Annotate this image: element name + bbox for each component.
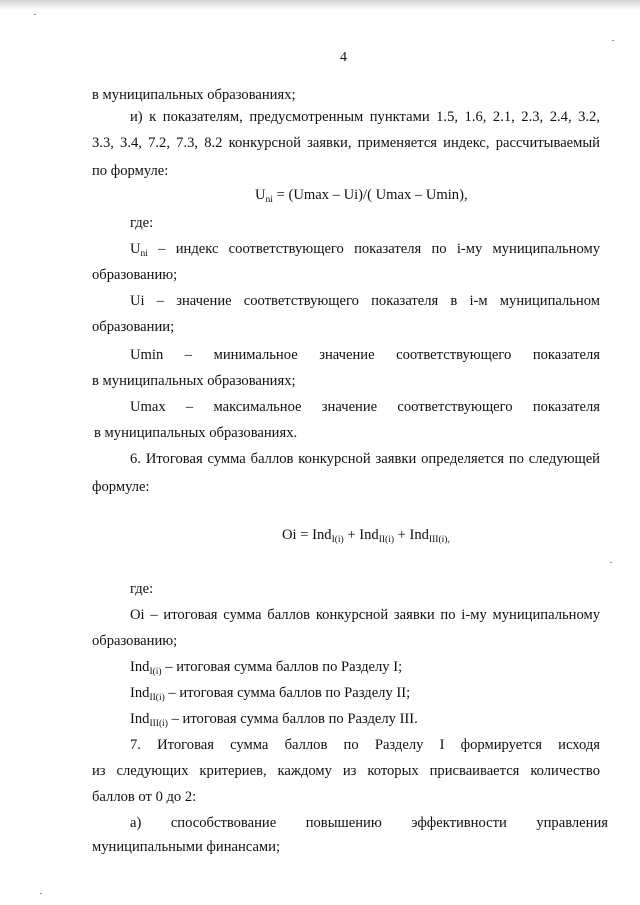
text-line: Ui – значение соответствующего показателя в i-м муниципальном xyxy=(130,293,600,309)
scan-edge xyxy=(0,0,640,10)
formula-total: Oi = Ind$_{I(i)}$ + Ind$_{II(i)}$ + Ind$_{III(i),}$ xyxy=(282,527,450,545)
page-number: 4 xyxy=(340,50,347,65)
text-line: а) способствование повышению эффективности управления xyxy=(130,815,608,831)
text-line: в муниципальных образованиях. xyxy=(94,425,298,441)
text-line: образовании; xyxy=(92,319,175,335)
text-line: образованию; xyxy=(92,633,178,649)
text-line: где: xyxy=(130,215,154,231)
scan-speck xyxy=(40,893,42,894)
text-line: Umax – максимальное значение соответствующего показателя xyxy=(130,399,600,415)
text-line: из следующих критериев, каждому из которых присваивается количество xyxy=(92,763,600,779)
text-line: Ind$_{II(i)}$ – итоговая сумма баллов по Разделу II; xyxy=(130,685,411,703)
text-line: 3.3, 3.4, 7.2, 7.3, 8.2 конкурсной заявки, применяется индекс, рассчитываемый xyxy=(92,135,600,151)
formula-index: $U_{ni} = (Umax - Ui)/$( Umax – Umin), xyxy=(255,187,468,205)
text-line: формуле: xyxy=(92,479,150,495)
text-line: в муниципальных образованиях; xyxy=(92,373,296,389)
scan-speck xyxy=(612,40,614,41)
text-line: 6. Итоговая сумма баллов конкурсной заявки определяется по следующей xyxy=(130,451,600,467)
text-line: $U_{ni}$ – индекс соответствующего показателя по i-му муниципальному xyxy=(130,241,600,259)
scan-speck xyxy=(34,14,36,15)
text-line: по формуле: xyxy=(92,163,169,179)
text-line: Oi – итоговая сумма баллов конкурсной заявки по i-му муниципальному xyxy=(130,607,600,623)
text-line: Umin – минимальное значение соответствующего показателя xyxy=(130,347,600,363)
text-line: Ind$_{III(i)}$ – итоговая сумма баллов по Разделу III. xyxy=(130,711,418,729)
text-line: 7. Итоговая сумма баллов по Разделу I формируется исходя xyxy=(130,737,600,753)
text-line: образованию; xyxy=(92,267,178,283)
text-line: баллов от 0 до 2: xyxy=(92,789,197,805)
text-line: и) к показателям, предусмотренным пунктами 1.5, 1.6, 2.1, 2.3, 2.4, 3.2, xyxy=(130,109,600,125)
scan-speck xyxy=(610,562,612,563)
text-line: муниципальными финансами; xyxy=(92,839,281,855)
text-line: Ind$_{I(i)}$ – итоговая сумма баллов по Разделу I; xyxy=(130,659,403,677)
text-line: в муниципальных образованиях; xyxy=(92,87,296,103)
text-line: где: xyxy=(130,581,154,597)
